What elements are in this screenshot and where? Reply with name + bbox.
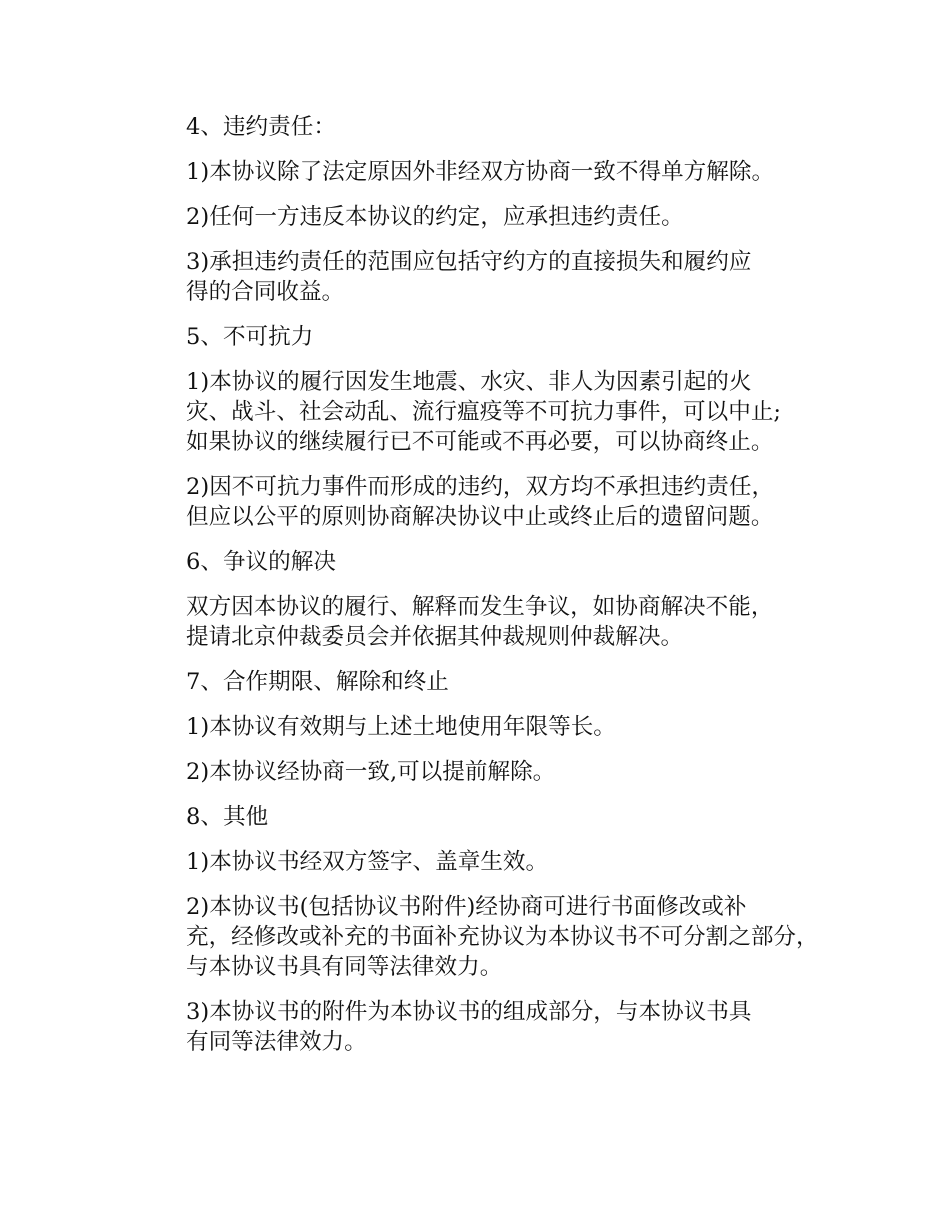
clause-paragraph: [141, 712, 821, 742]
clause-paragraph: [141, 997, 821, 1057]
text-line: 充，经修改或补充的书面补充协议为本协议书不可分割之部分，: [186, 924, 819, 950]
text-line: 4、违约责任：: [186, 114, 336, 140]
clause-paragraph: [141, 847, 821, 877]
text-line: 2)因不可抗力事件而形成的违约，双方均不承担违约责任，: [186, 474, 775, 500]
section-heading: [141, 547, 821, 577]
text-line: 与本协议书具有同等法律效力。: [186, 954, 503, 980]
text-line: 有同等法律效力。: [186, 1029, 367, 1055]
document-body: [141, 112, 821, 1072]
text-line: 双方因本协议的履行、解释而发生争议，如协商解决不能，: [186, 594, 774, 620]
clause-paragraph: [141, 157, 821, 187]
section-heading: [141, 322, 821, 352]
text-line: 但应以公平的原则协商解决协议中止或终止后的遗留问题。: [186, 504, 774, 530]
text-line: 得的合同收益。: [186, 279, 345, 305]
text-line: 6、争议的解决: [186, 549, 336, 575]
text-line: 提请北京仲裁委员会并依据其仲裁规则仲裁解决。: [186, 624, 684, 650]
clause-paragraph: [141, 892, 821, 982]
text-line: 2)本协议书(包括协议书附件)经协商可进行书面修改或补: [186, 894, 747, 920]
text-line: 8、其他: [186, 804, 269, 830]
text-line: 1)本协议的履行因发生地震、水灾、非人为因素引起的火: [186, 369, 752, 395]
clause-paragraph: [141, 202, 821, 232]
text-line: 1)本协议除了法定原因外非经双方协商一致不得单方解除。: [186, 159, 775, 185]
text-line: 5、不可抗力: [186, 324, 314, 350]
text-line: 1)本协议有效期与上述土地使用年限等长。: [186, 714, 616, 740]
clause-paragraph: [141, 367, 821, 457]
text-line: 3)承担违约责任的范围应包括守约方的直接损失和履约应: [186, 249, 752, 275]
clause-paragraph: [141, 247, 821, 307]
section-heading: [141, 802, 821, 832]
text-line: 1)本协议书经双方签字、盖章生效。: [186, 849, 549, 875]
clause-paragraph: [141, 757, 821, 787]
text-line: 灾、战斗、社会动乱、流行瘟疫等不可抗力事件，可以中止;: [186, 399, 782, 425]
text-line: 2)任何一方违反本协议的约定，应承担违约责任。: [186, 204, 684, 230]
text-line: 如果协议的继续履行已不可能或不再必要，可以协商终止。: [186, 429, 774, 455]
clause-paragraph: [141, 592, 821, 652]
section-heading: [141, 112, 821, 142]
text-line: 2)本协议经协商一致,可以提前解除。: [186, 759, 556, 785]
text-line: 3)本协议书的附件为本协议书的组成部分，与本协议书具: [186, 999, 752, 1025]
clause-paragraph: [141, 472, 821, 532]
section-heading: [141, 667, 821, 697]
text-line: 7、合作期限、解除和终止: [186, 669, 449, 695]
